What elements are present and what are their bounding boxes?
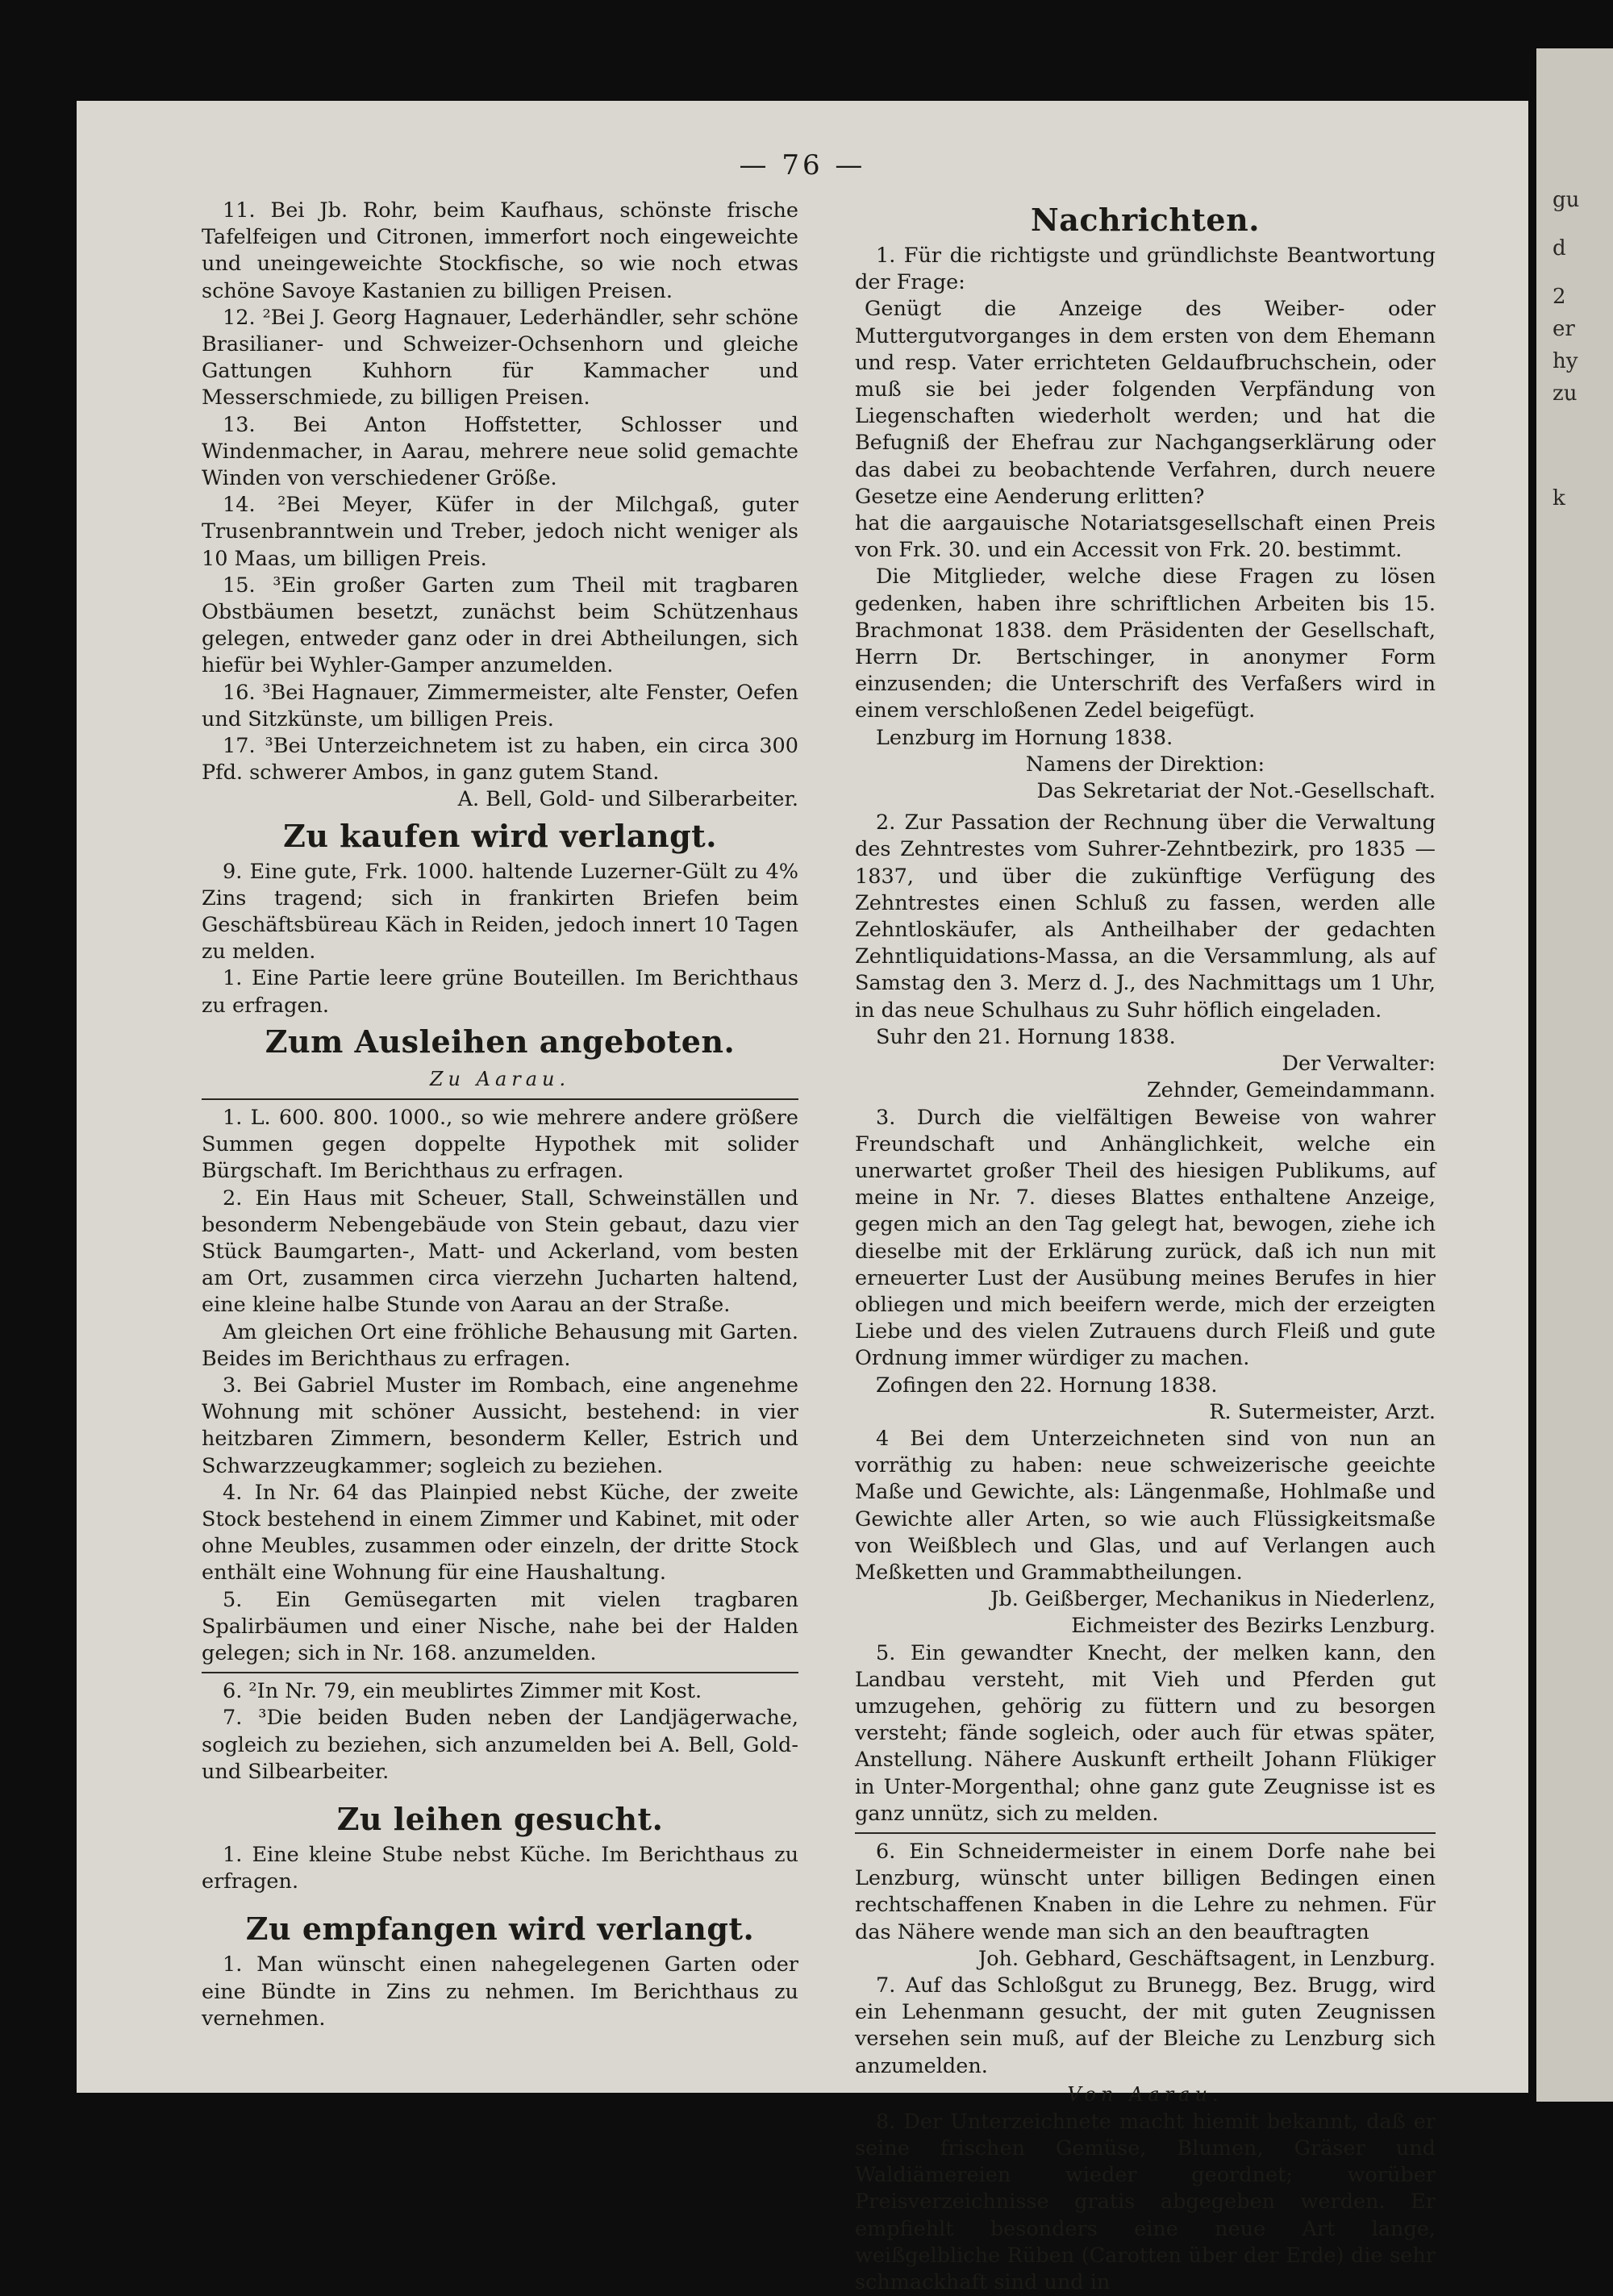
notice-item: 2. Ein Haus mit Scheuer, Stall, Schweinställen und besonderm Nebengebäude von Stein gebaut, dazu vier Stück Baumgarten-, Matt- und Ackerland, vom besten am Ort, zusammen circa vierzehn Jucharten haltend, eine kleine halbe Stunde von Aarau an der Straße.	[202, 1186, 798, 1318]
newspaper-page	[77, 101, 1528, 2295]
notice-item: 5. Ein gewandter Knecht, der melken kann, den Landbau versteht, mit Vieh und Pferden gut umzugehen, gehörig zu füttern und zu besorgen versteht; fände sogleich, oder auch für etwas später, Anstellung. Nähere Auskunft ertheilt Johann Flükiger in Unter-Morgenthal; ohne ganz gute Zeugnisse ist es ganz unnütz, sich zu melden.	[855, 1640, 1436, 1826]
notice-date: Zofingen den 22. Hornung 1838.	[876, 1373, 1218, 1398]
notice-item: 1. Man wünscht einen nahegelegenen Garten oder eine Bündte in Zins zu nehmen. Im Berichthaus zu vernehmen.	[202, 1952, 798, 2031]
adjacent-page-fragment: zu	[1553, 381, 1578, 406]
divider	[202, 1098, 798, 1100]
signature: Jb. Geißberger, Mechanikus in Niederlenz,	[990, 1587, 1436, 1612]
section-heading-kaufen: Zu kaufen wird verlangt.	[283, 817, 717, 854]
right-column	[855, 198, 1436, 2296]
notice-item: 1. Für die richtigste und gründlichste Beantwortung der Frage:	[855, 244, 1436, 295]
divider	[855, 1832, 1436, 1834]
notice-date: Suhr den 21. Hornung 1838.	[876, 1024, 1176, 1049]
notice-item: 11. Bei Jb. Rohr, beim Kaufhaus, schönste frische Tafelfeigen und Citronen, immerfort noch eingeweichte und uneingeweichte Stockfische, so wie noch etwas schöne Savoye Kastanien zu billigen Preisen.	[202, 198, 798, 303]
notice-date: Lenzburg im Hornung 1838.	[876, 725, 1173, 750]
notice-item: 6. Ein Schneidermeister in einem Dorfe nahe bei Lenzburg, wünscht unter billigen Bedingen einen rechtschaffenen Knaben in die Lehre zu nehmen. Für das Nähere wende man sich an den beauftragten	[855, 1839, 1436, 1944]
notice-item: 14. ²Bei Meyer, Küfer in der Milchgaß, guter Trusenbranntwein und Treber, jedoch nicht weniger als 10 Maas, um billigen Preis.	[202, 493, 798, 571]
section-heading-empfangen: Zu empfangen wird verlangt.	[245, 1911, 755, 1948]
signature: Der Verwalter:	[1282, 1052, 1436, 1077]
adjacent-page-fragment: k	[1553, 486, 1565, 510]
notice-item: 8. Der Unterzeichnete macht hiemit bekannt, daß er seine frischen Gemüse, Blumen, Gräser und Waldiämereien wieder geordnet; worüber Preisverzeichnisse gratis abgegeben werden. Er empfiehlt besonders eine neue Art lange, weißgelbliche Rüben (Carotten über der Erde) die sehr schmackhaft sind und in	[855, 2109, 1436, 2295]
signature: Zehnder, Gemeindammann.	[1146, 1078, 1436, 1103]
notice-item: 5. Ein Gemüsegarten mit vielen tragbaren Spalirbäumen und einer Nische, nahe bei der Halden gelegen; sich in Nr. 168. anzumelden.	[202, 1587, 798, 1665]
notice-item: Am gleichen Ort eine fröhliche Behausung mit Garten. Beides im Berichthaus zu erfragen.	[202, 1319, 798, 1371]
notice-item: 4 Bei dem Unterzeichneten sind von nun an vorräthig zu haben: neue schweizerische geeichte Maße und Gewichte, als: Längenmaße, Hohlmaße und Gewichte aller Arten, so wie auch Flüssigkeitsmaße von Weißblech und Glas, und auf Verlangen auch Meßketten und Grammabtheilungen.	[855, 1426, 1436, 1585]
section-heading-ausleihen: Zum Ausleihen angeboten.	[265, 1023, 736, 1060]
notice-item: 7. Auf das Schloßgut zu Brunegg, Bez. Brugg, wird ein Lehenmann gesucht, der mit guten Zeugnissen versehen sein muß, auf der Bleiche zu Lenzburg sich anzumelden.	[855, 1973, 1436, 2078]
adjacent-page-edge	[1536, 48, 1613, 2102]
signature: R. Sutermeister, Arzt.	[1209, 1399, 1436, 1424]
section-heading-leihen: Zu leihen gesucht.	[336, 1800, 664, 1837]
adjacent-page-fragment: 2	[1553, 285, 1566, 309]
signature: Namens der Direktion:	[1025, 752, 1265, 777]
subheading-location: Zu Aarau.	[429, 1067, 571, 1090]
section-heading-nachrichten: Nachrichten.	[1031, 202, 1260, 238]
page-number: — 76 —	[739, 149, 866, 181]
notice-item: 9. Eine gute, Frk. 1000. haltende Luzerner-Gült zu 4% Zins tragend; sich in frankirten Briefen beim Geschäftsbüreau Käch in Reiden, jedoch innert 10 Tagen zu melden.	[202, 859, 798, 965]
signature: A. Bell, Gold- und Silberarbeiter.	[457, 787, 798, 812]
subheading-location: Von Aarau.	[1067, 2082, 1223, 2106]
signature: Das Sekretariat der Not.-Gesellschaft.	[1036, 779, 1436, 804]
adjacent-page-fragment: d	[1553, 236, 1566, 260]
notice-item: 1. Eine Partie leere grüne Bouteillen. Im Berichthaus zu erfragen.	[202, 966, 798, 1018]
signature: Eichmeister des Bezirks Lenzburg.	[1071, 1614, 1436, 1639]
divider	[202, 1672, 798, 1673]
adjacent-page-fragment: er	[1553, 317, 1575, 341]
notice-item: 16. ³Bei Hagnauer, Zimmermeister, alte Fenster, Oefen und Sitzkünste, um billigen Preis.	[202, 680, 798, 731]
notice-item: 15. ³Ein großer Garten zum Theil mit tragbaren Obstbäumen besetzt, zunächst beim Schützenhaus gelegen, entweder ganz oder in drei Abtheilungen, sich hiefür bei Wyhler-Gamper anzumelden.	[202, 573, 798, 678]
notice-item: 6. ²In Nr. 79, ein meublirtes Zimmer mit Kost.	[223, 1679, 702, 1704]
notice-item: 3. Durch die vielfältigen Beweise von wahrer Freundschaft und Anhänglichkeit, welche ein unerwartet großer Theil des hiesigen Publikums, auf meine in Nr. 7. dieses Blattes enthaltene Anzeige, gegen mich an den Tag gelegt hat, bewogen, ziehe ich dieselbe mit der Erklärung zurück, daß ich nun mit erneuerter Lust der Ausübung meines Berufes in hier obliegen und mich beeifern werde, mich der erzeigten Liebe und des vielen Zutrauens durch Fleiß und gute Ordnung immer würdiger zu machen.	[855, 1105, 1436, 1371]
notice-item: 17. ³Bei Unterzeichnetem ist zu haben, ein circa 300 Pfd. schwerer Ambos, in ganz gutem Stand.	[202, 734, 798, 785]
notice-item: 1. Eine kleine Stube nebst Küche. Im Berichthaus zu erfragen.	[202, 1842, 798, 1894]
notice-item: 3. Bei Gabriel Muster im Rombach, eine angenehme Wohnung mit schöner Aussicht, bestehend: in vier heitzbaren Zimmern, besonderm Keller, Estrich und Schwarzzeugkammer; sogleich zu beziehen.	[202, 1373, 798, 1478]
notice-item: 1. L. 600. 800. 1000., so wie mehrere andere größere Summen gegen doppelte Hypothek mit solider Bürgschaft. Im Berichthaus zu erfragen.	[202, 1105, 798, 1184]
notice-text: hat die aargauische Notariatsgesellschaft einen Preis von Frk. 30. und ein Accessit von Frk. 20. bestimmt.	[855, 511, 1436, 563]
notice-item: 2. Zur Passation der Rechnung über die Verwaltung des Zehntrestes vom Suhrer-Zehntbezirk, pro 1835 — 1837, und über die zukünftige Verfügung des Zehntrestes einen Schluß zu fassen, werden alle Zehntloskäufer, als Antheilhaber der gedachten Zehntliquidations-Massa, an die Versammlung, als auf Samstag den 3. Merz d. J., des Nachmittags um 1 Uhr, in das neue Schulhaus zu Suhr höflich eingeladen.	[855, 810, 1436, 1023]
adjacent-page-fragment: gu	[1553, 188, 1580, 212]
notice-item: 13. Bei Anton Hoffstetter, Schlosser und Windenmacher, in Aarau, mehrere neue solid gemachte Winden von verschiedener Größe.	[202, 412, 798, 491]
signature: Joh. Gebhard, Geschäftsagent, in Lenzburg.	[977, 1946, 1436, 1971]
notice-item: 12. ²Bei J. Georg Hagnauer, Lederhändler, sehr schöne Brasilianer- und Schweizer-Ochsenhorn und gleiche Gattungen Kuhhorn für Kammacher und Messerschmiede, zu billigen Preisen.	[202, 305, 798, 410]
notice-item: 4. In Nr. 64 das Plainpied nebst Küche, der zweite Stock bestehend in einem Zimmer und Kabinet, mit oder ohne Meubles, zusammen oder einzeln, der dritte Stock enthält eine Wohnung für eine Haushaltung.	[202, 1480, 798, 1586]
notice-text: Die Mitglieder, welche diese Fragen zu lösen gedenken, haben ihre schriftlichen Arbeiten bis 15. Brachmonat 1838. dem Präsidenten der Gesellschaft, Herrn Dr. Bertschinger, in anonymer Form einzusenden; die Unterschrift des Verfaßers wird in einem verschloßenen Zedel beigefügt.	[855, 565, 1436, 723]
left-column	[202, 198, 798, 2032]
prize-question: Genügt die Anzeige des Weiber- oder Muttergutvorganges in dem ersten von dem Ehemann und resp. Vater errichteten Geldaufbruchschein, oder muß sie bei jeder folgenden Verpfändung von Liegenschaften wiederholt werden; und hat die Befugniß der Ehefrau zur Nachgangserklärung oder das dabei zu beobachtende Verfahren, durch neuere Gesetze eine Aenderung erlitten?	[855, 297, 1436, 509]
notice-item: 7. ³Die beiden Buden neben der Landjägerwache, sogleich zu beziehen, sich anzumelden bei A. Bell, Gold- und Silbearbeiter.	[202, 1706, 798, 1784]
adjacent-page-fragment: hy	[1553, 349, 1578, 373]
